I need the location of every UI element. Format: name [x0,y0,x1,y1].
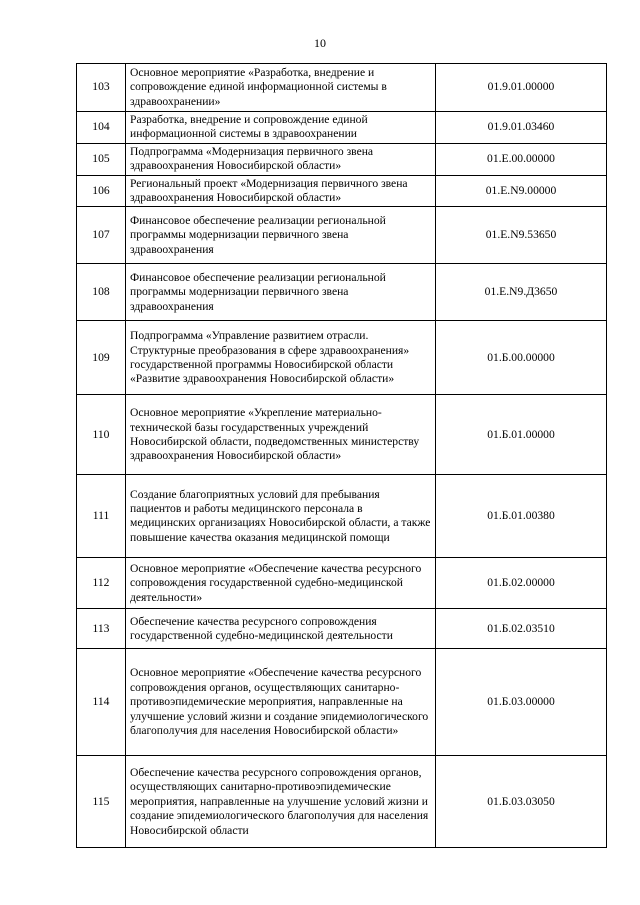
row-code: 01.Б.01.00000 [436,395,607,475]
row-description: Подпрограмма «Управление развитием отрасли. Структурные преобразования в сфере здравоохранения» государственной программы Новосибирской области «Развитие здравоохранения Новосибирской области» [126,321,436,395]
page-number: 10 [314,36,326,50]
row-number: 114 [77,649,126,756]
row-code: 01.Б.00.00000 [436,321,607,395]
row-number: 108 [77,264,126,321]
row-number: 112 [77,558,126,609]
table-row [77,321,607,395]
row-description: Основное мероприятие «Разработка, внедрение и сопровождение единой информационной системы в здравоохранении» [126,64,436,112]
table-row [77,112,607,144]
table-row [77,609,607,649]
row-description: Основное мероприятие «Обеспечение качества ресурсного сопровождения государственной судебно-медицинской деятельности» [126,558,436,609]
row-description: Финансовое обеспечение реализации региональной программы модернизации первичного звена здравоохранения [126,264,436,321]
row-code: 01.Е.N9.00000 [436,175,607,207]
table-row [77,175,607,207]
row-code: 01.Е.N9.Д3650 [436,264,607,321]
table-row [77,64,607,112]
row-code: 01.Е.N9.53650 [436,207,607,264]
row-description: Основное мероприятие «Укрепление материально-технической базы государственных учреждений Новосибирской области, подведомственных министерству здравоохранения Новосибирской области» [126,395,436,475]
table-row [77,756,607,848]
table-row [77,143,607,175]
table-row [77,558,607,609]
table-row [77,395,607,475]
row-description: Подпрограмма «Модернизация первичного звена здравоохранения Новосибирской области» [126,143,436,175]
row-code: 01.Б.03.00000 [436,649,607,756]
row-code: 01.Е.00.00000 [436,143,607,175]
row-description: Обеспечение качества ресурсного сопровождения органов, осуществляющих санитарно-противоэпидемические мероприятия, направленные на улучшение условий жизни и создание эпидемиологического благополучия для населения Новосибирской области [126,756,436,848]
row-code: 01.Б.01.00380 [436,475,607,558]
row-number: 107 [77,207,126,264]
row-description: Разработка, внедрение и сопровождение единой информационной системы в здравоохранении [126,112,436,144]
table-row [77,475,607,558]
row-code: 01.Б.02.03510 [436,609,607,649]
row-number: 106 [77,175,126,207]
row-description: Финансовое обеспечение реализации региональной программы модернизации первичного звена здравоохранения [126,207,436,264]
row-number: 105 [77,143,126,175]
row-code: 01.Б.03.03050 [436,756,607,848]
row-description: Создание благоприятных условий для пребывания пациентов и работы медицинского персонала в медицинских организациях Новосибирской области, а также повышение качества оказания медицинской помощи [126,475,436,558]
row-code: 01.9.01.00000 [436,64,607,112]
row-code: 01.Б.02.00000 [436,558,607,609]
row-description: Региональный проект «Модернизация первичного звена здравоохранения Новосибирской области» [126,175,436,207]
table-body [77,64,607,848]
row-description: Обеспечение качества ресурсного сопровождения государственной судебно-медицинской деятельности [126,609,436,649]
row-number: 111 [77,475,126,558]
table-row [77,207,607,264]
row-number: 103 [77,64,126,112]
budget-classification-table [76,63,607,848]
row-description: Основное мероприятие «Обеспечение качества ресурсного сопровождения органов, осуществляющих санитарно-противоэпидемические мероприятия, направленные на улучшение условий жизни и создание эпидемиологического благополучия для населения Новосибирской области» [126,649,436,756]
row-number: 104 [77,112,126,144]
row-number: 113 [77,609,126,649]
row-code: 01.9.01.03460 [436,112,607,144]
row-number: 110 [77,395,126,475]
table-row [77,264,607,321]
row-number: 115 [77,756,126,848]
table-row [77,649,607,756]
row-number: 109 [77,321,126,395]
